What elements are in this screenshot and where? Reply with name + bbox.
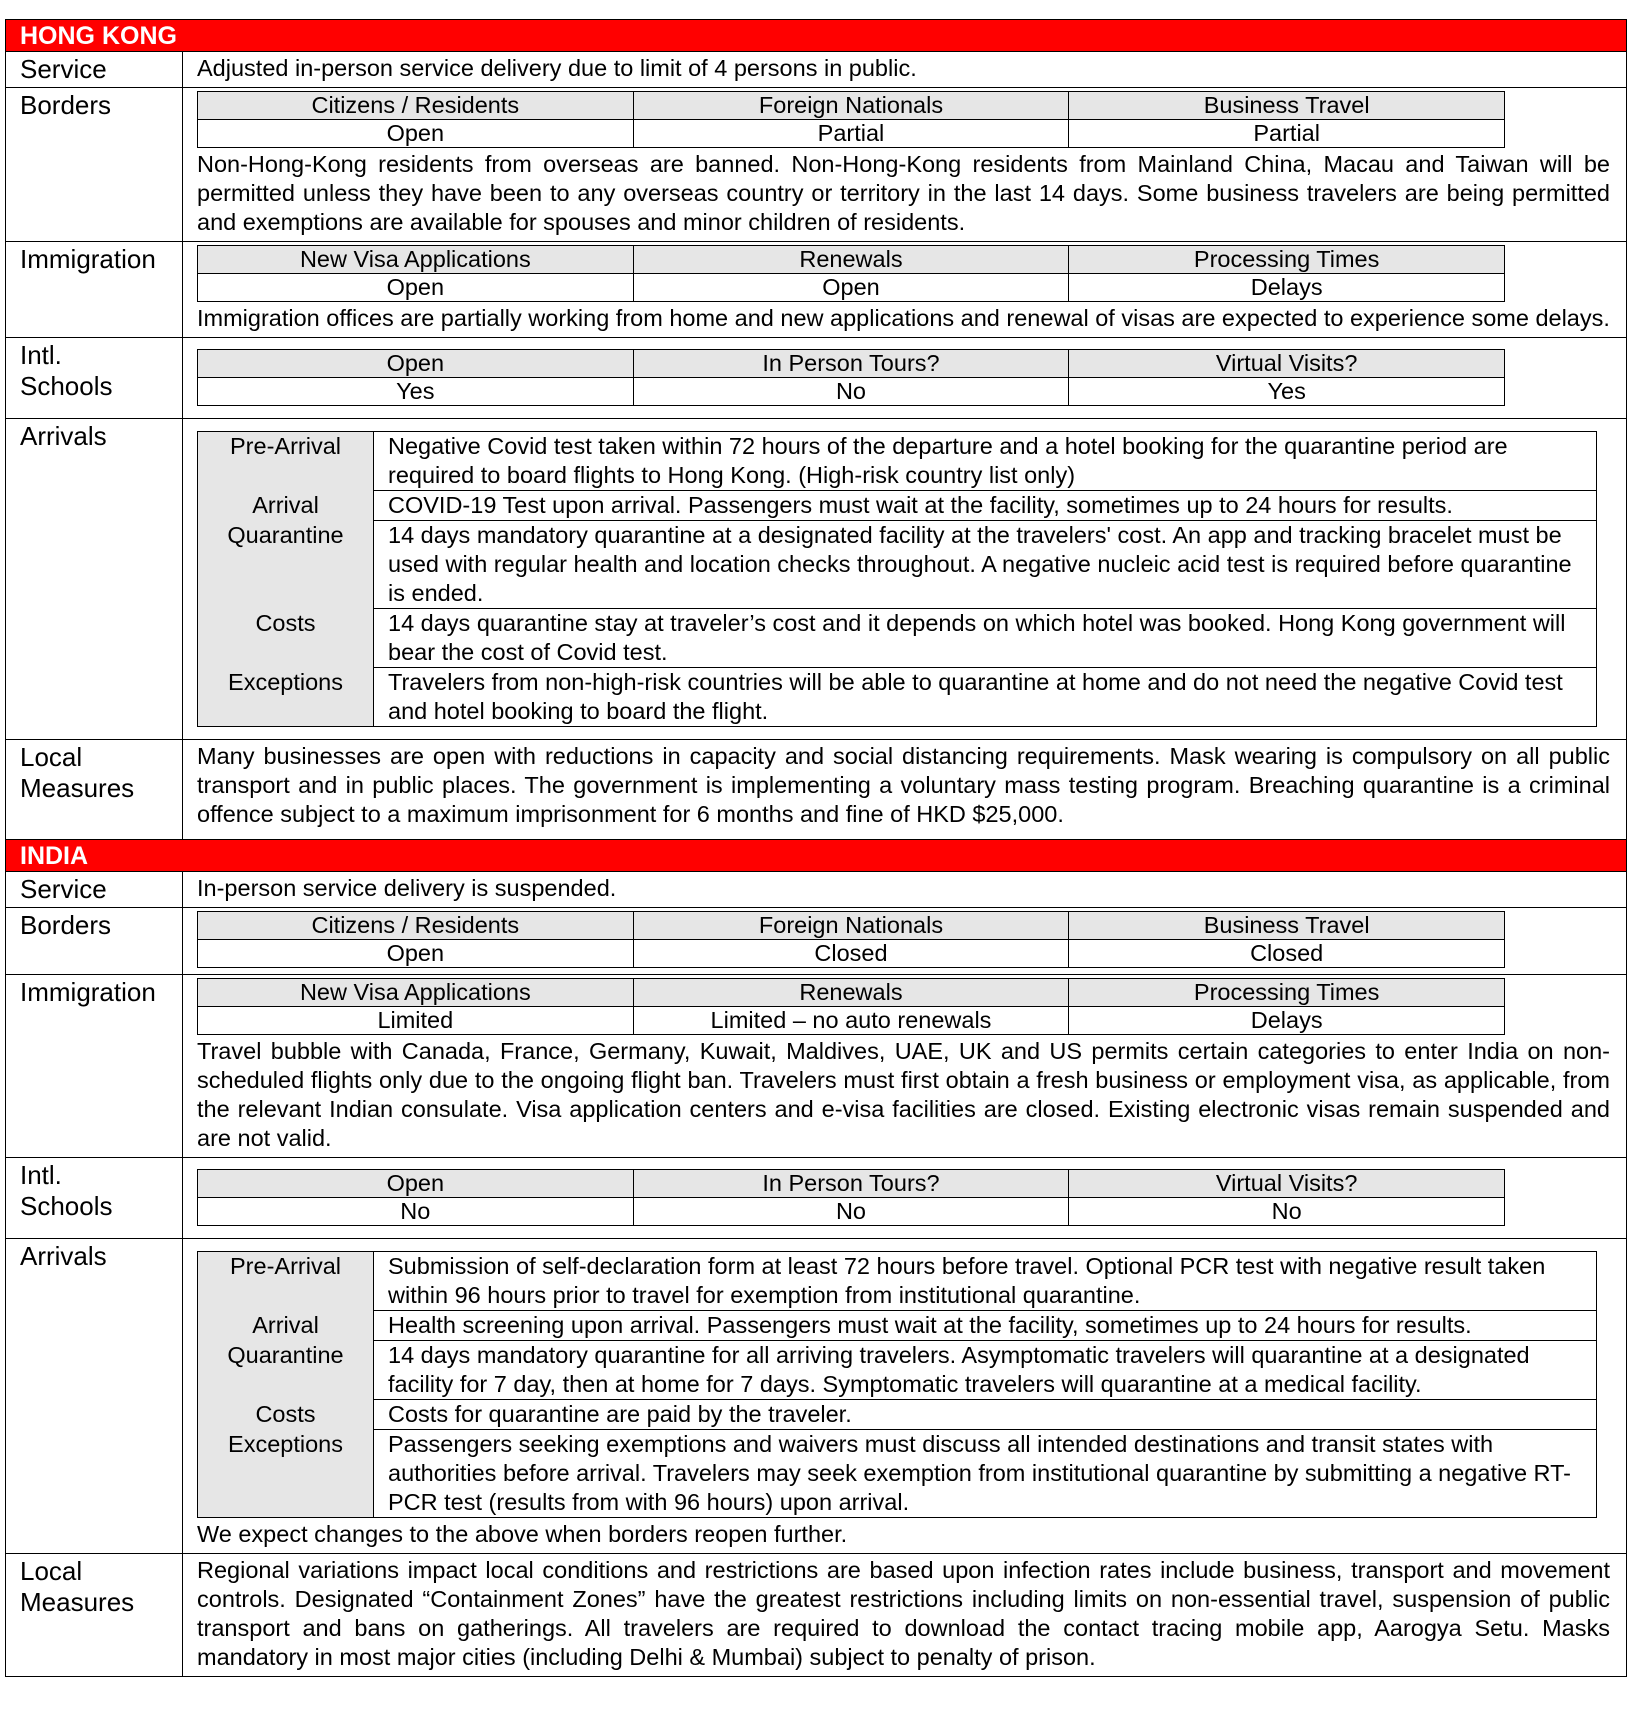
local-label-line: Local [20, 742, 83, 772]
status-header: Processing Times [1069, 246, 1505, 274]
borders-label: Borders [6, 88, 183, 241]
status-header: Virtual Visits? [1069, 1170, 1505, 1198]
service-text: In-person service delivery is suspended. [197, 875, 617, 901]
arrivals-value: Submission of self-declaration form at least 72 hours before travel. Optional PCR test with negative result taken within 96 hours prior to travel for exemption from institutional quarantine. [374, 1252, 1597, 1311]
status-value: Open [198, 940, 634, 968]
status-header: Renewals [633, 979, 1069, 1007]
schools-row [6, 337, 1626, 418]
status-header: Business Travel [1069, 912, 1505, 940]
status-header: Business Travel [1069, 92, 1505, 120]
status-header: Citizens / Residents [198, 912, 634, 940]
borders-label: Borders [6, 908, 183, 974]
arrivals-row [6, 418, 1626, 739]
immigration-row [6, 974, 1626, 1157]
local-measures-label [6, 1554, 183, 1676]
immigration-label: Immigration [6, 242, 183, 337]
arrivals-note: We expect changes to the above when borders reopen further. [197, 1521, 848, 1547]
status-header: Virtual Visits? [1069, 350, 1505, 378]
country-header: HONG KONG [5, 19, 1627, 52]
status-value: Yes [198, 378, 634, 406]
arrivals-key: Costs [198, 609, 374, 668]
schools-row [6, 1157, 1626, 1238]
arrivals-key: Pre-Arrival [198, 432, 374, 491]
immigration-description: Immigration offices are partially working from home and new applications and renewal of visas are expected to experience some delays. [197, 305, 1610, 331]
status-header: Open [198, 350, 634, 378]
arrivals-label: Arrivals [6, 1239, 183, 1553]
service-row [6, 52, 1626, 87]
status-header: In Person Tours? [633, 350, 1069, 378]
arrivals-key: Exceptions [198, 668, 374, 727]
arrivals-row [6, 1238, 1626, 1553]
local-label-line: Measures [20, 1587, 135, 1617]
arrivals-key: Costs [198, 1400, 374, 1430]
country-table [5, 872, 1627, 1677]
country-table [5, 52, 1627, 839]
status-value: Yes [1069, 378, 1505, 406]
status-value: Partial [633, 120, 1069, 148]
local-label-line: Local [20, 1556, 83, 1586]
arrivals-table [197, 1251, 1597, 1518]
status-header: Citizens / Residents [198, 92, 634, 120]
schools-label [6, 338, 183, 418]
status-header: Renewals [633, 246, 1069, 274]
local-measures-row [6, 1553, 1626, 1676]
immigration-status-table [197, 245, 1505, 302]
travel-restrictions-document [5, 19, 1627, 1677]
arrivals-value: COVID-19 Test upon arrival. Passengers must wait at the facility, sometimes up to 24 hours for results. [374, 491, 1597, 521]
schools-label [6, 1158, 183, 1238]
immigration-row [6, 241, 1626, 337]
arrivals-label: Arrivals [6, 419, 183, 739]
status-value: No [1069, 1198, 1505, 1226]
arrivals-value: 14 days mandatory quarantine for all arriving travelers. Asymptomatic travelers will quarantine at a designated facility for 7 day, then at home for 7 days. Symptomatic travelers will quarantine at a medical facility. [374, 1341, 1597, 1400]
status-value: Open [198, 274, 634, 302]
status-header: Foreign Nationals [633, 912, 1069, 940]
arrivals-value: Negative Covid test taken within 72 hours of the departure and a hotel booking for the quarantine period are required to board flights to Hong Kong. (High-risk country list only) [374, 432, 1597, 491]
schools-status-table [197, 349, 1505, 406]
arrivals-key: Exceptions [198, 1430, 374, 1518]
status-value: Limited [198, 1007, 634, 1035]
status-header: New Visa Applications [198, 979, 634, 1007]
immigration-status-table [197, 978, 1505, 1035]
arrivals-table [197, 431, 1597, 727]
schools-label-line: Schools [20, 1191, 113, 1221]
local-measures-label [6, 740, 183, 839]
borders-description: Non-Hong-Kong residents from overseas are banned. Non-Hong-Kong residents from Mainland China, Macau and Taiwan will be permitted unless they have been to any overseas country or territory in the last 14 days. Some business travelers are being permitted and exemptions are available for spouses and minor children of residents. [197, 151, 1610, 235]
arrivals-key: Arrival [198, 491, 374, 521]
local-measures-text: Many businesses are open with reductions in capacity and social distancing requirements. Mask wearing is compulsory on all public transport and in public places. The government is implementing a voluntary mass testing program. Breaching quarantine is a criminal offence subject to a maximum imprisonment for 6 months and fine of HKD $25,000. [197, 743, 1610, 827]
status-value: Open [198, 120, 634, 148]
status-value: Delays [1069, 1007, 1505, 1035]
status-header: Foreign Nationals [633, 92, 1069, 120]
service-label: Service [6, 872, 183, 907]
schools-label-line: Intl. [20, 1160, 62, 1190]
status-header: New Visa Applications [198, 246, 634, 274]
local-measures-row [6, 739, 1626, 839]
country-header: INDIA [5, 839, 1627, 872]
immigration-label: Immigration [6, 975, 183, 1157]
arrivals-value: Health screening upon arrival. Passengers must wait at the facility, sometimes up to 24 hours for results. [374, 1311, 1597, 1341]
arrivals-key: Quarantine [198, 521, 374, 609]
local-measures-text: Regional variations impact local conditions and restrictions are based upon infection rates include business, transport and movement controls. Designated “Containment Zones” have the greatest restrictions including limits on non-essential travel, suspension of public transport and bans on gatherings. All travelers are required to download the contact tracing mobile app, Aarogya Setu. Masks mandatory in most major cities (including Delhi & Mumbai) subject to penalty of prison. [197, 1557, 1610, 1670]
status-value: No [633, 1198, 1069, 1226]
status-header: In Person Tours? [633, 1170, 1069, 1198]
local-label-line: Measures [20, 773, 135, 803]
service-row [6, 872, 1626, 907]
service-label: Service [6, 52, 183, 87]
arrivals-key: Pre-Arrival [198, 1252, 374, 1311]
status-value: Partial [1069, 120, 1505, 148]
schools-label-line: Intl. [20, 340, 62, 370]
status-header: Processing Times [1069, 979, 1505, 1007]
status-value: No [198, 1198, 634, 1226]
immigration-description: Travel bubble with Canada, France, Germany, Kuwait, Maldives, UAE, UK and US permits certain categories to enter India on non-scheduled flights only due to the ongoing flight ban. Travelers must first obtain a fresh business or employment visa, as applicable, from the relevant Indian consulate. Visa application centers and e-visa facilities are closed. Existing electronic visas remain suspended and are not valid. [197, 1038, 1610, 1151]
status-value: Delays [1069, 274, 1505, 302]
service-text: Adjusted in-person service delivery due to limit of 4 persons in public. [197, 55, 917, 81]
status-value: Closed [633, 940, 1069, 968]
schools-status-table [197, 1169, 1505, 1226]
borders-row [6, 87, 1626, 241]
status-value: Closed [1069, 940, 1505, 968]
arrivals-key: Quarantine [198, 1341, 374, 1400]
borders-status-table [197, 91, 1505, 148]
arrivals-value: 14 days quarantine stay at traveler’s cost and it depends on which hotel was booked. Hong Kong government will bear the cost of Covid test. [374, 609, 1597, 668]
arrivals-key: Arrival [198, 1311, 374, 1341]
status-value: Open [633, 274, 1069, 302]
arrivals-value: 14 days mandatory quarantine at a designated facility at the travelers' cost. An app and tracking bracelet must be used with regular health and location checks throughout. A negative nucleic acid test is required before quarantine is ended. [374, 521, 1597, 609]
arrivals-value: Passengers seeking exemptions and waivers must discuss all intended destinations and transit states with authorities before arrival. Travelers may seek exemption from institutional quarantine by submitting a negative RT-PCR test (results from with 96 hours) upon arrival. [374, 1430, 1597, 1518]
schools-label-line: Schools [20, 371, 113, 401]
status-value: Limited – no auto renewals [633, 1007, 1069, 1035]
borders-row [6, 907, 1626, 974]
status-value: No [633, 378, 1069, 406]
status-header: Open [198, 1170, 634, 1198]
arrivals-value: Costs for quarantine are paid by the traveler. [374, 1400, 1597, 1430]
arrivals-value: Travelers from non-high-risk countries will be able to quarantine at home and do not need the negative Covid test and hotel booking to board the flight. [374, 668, 1597, 727]
borders-status-table [197, 911, 1505, 968]
